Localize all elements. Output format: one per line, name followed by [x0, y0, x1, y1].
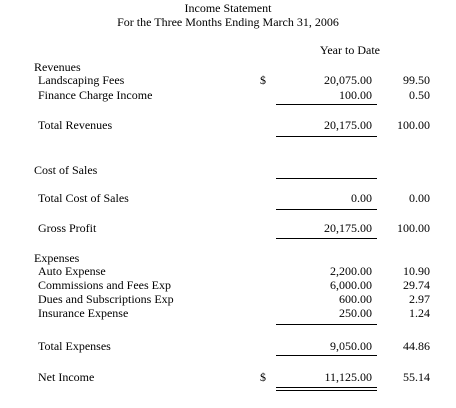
revenues-subtotal-rule: [276, 104, 377, 105]
expense-label-commissions-and-fees: Commissions and Fees Exp: [38, 278, 172, 292]
expense-amount-commissions-and-fees: 6,000.00: [330, 278, 372, 292]
net-income-percent: 55.14: [403, 370, 430, 384]
total-expenses-percent: 44.86: [403, 339, 430, 353]
expenses-heading: Expenses: [34, 251, 80, 265]
expense-amount-dues-and-subscriptions: 600.00: [339, 292, 372, 306]
gross-profit-percent: 100.00: [397, 221, 430, 235]
revenue-percent-finance-charge-income: 0.50: [409, 88, 430, 102]
total-revenues-amount: 20,175.00: [324, 118, 372, 132]
total-expenses-rule: [276, 355, 377, 356]
total-expenses-label: Total Expenses: [38, 339, 111, 353]
net-income-amount: 11,125.00: [324, 370, 372, 384]
total-cost-of-sales-amount: 0.00: [351, 191, 372, 205]
total-cost-of-sales-label: Total Cost of Sales: [38, 191, 129, 205]
revenue-currency-landscaping-fees: $: [260, 73, 266, 87]
total-cost-of-sales-percent: 0.00: [409, 191, 430, 205]
expense-amount-insurance: 250.00: [339, 306, 372, 320]
expense-amount-auto: 2,200.00: [330, 264, 372, 278]
gross-profit-label: Gross Profit: [38, 221, 97, 235]
revenue-percent-landscaping-fees: 99.50: [403, 73, 430, 87]
revenue-label-finance-charge-income: Finance Charge Income: [38, 88, 153, 102]
net-income-double-rule: [276, 387, 377, 391]
column-header-ytd: Year to Date: [319, 43, 380, 57]
revenue-amount-landscaping-fees: 20,075.00: [324, 73, 372, 87]
cost-of-sales-heading: Cost of Sales: [34, 163, 98, 177]
expense-label-insurance: Insurance Expense: [38, 306, 129, 320]
revenue-label-landscaping-fees: Landscaping Fees: [38, 73, 125, 87]
total-revenues-percent: 100.00: [397, 118, 430, 132]
revenues-heading: Revenues: [34, 60, 81, 74]
expense-label-dues-and-subscriptions: Dues and Subscriptions Exp: [38, 292, 174, 306]
cost-of-sales-subtotal-rule: [276, 178, 377, 179]
net-income-currency: $: [260, 370, 266, 384]
statement-title: Income Statement: [184, 1, 272, 15]
total-expenses-amount: 9,050.00: [330, 339, 372, 353]
net-income-label: Net Income: [38, 370, 95, 384]
statement-subtitle: For the Three Months Ending March 31, 2006: [117, 15, 339, 29]
expenses-subtotal-rule: [276, 324, 377, 325]
total-revenues-label: Total Revenues: [38, 118, 113, 132]
total-revenues-rule: [276, 136, 377, 137]
expense-percent-commissions-and-fees: 29.74: [403, 278, 430, 292]
total-cost-of-sales-rule: [276, 209, 377, 210]
expense-label-auto: Auto Expense: [38, 264, 106, 278]
expense-percent-dues-and-subscriptions: 2.97: [409, 292, 430, 306]
expense-percent-auto: 10.90: [403, 264, 430, 278]
gross-profit-amount: 20,175.00: [324, 221, 372, 235]
expense-percent-insurance: 1.24: [409, 306, 430, 320]
gross-profit-rule: [276, 238, 377, 239]
revenue-amount-finance-charge-income: 100.00: [339, 88, 372, 102]
